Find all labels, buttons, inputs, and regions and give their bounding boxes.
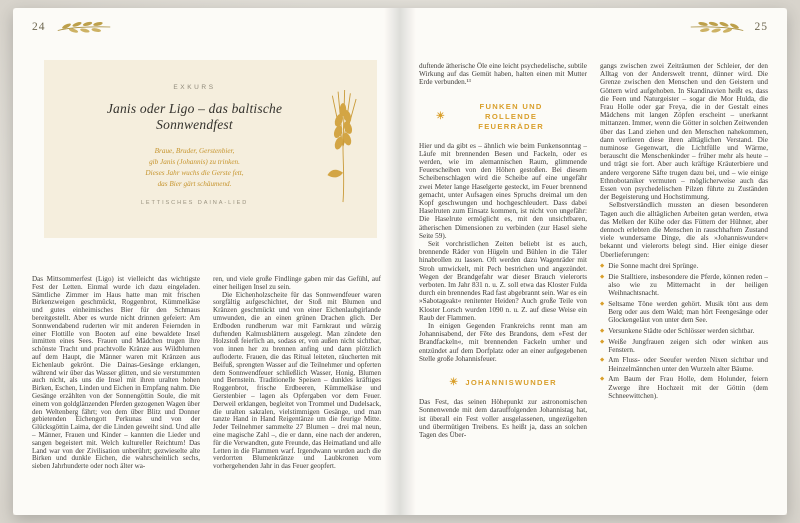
page-number-left: 24 xyxy=(32,21,46,33)
heading-johanniswunder xyxy=(423,378,583,388)
right-column-2 xyxy=(600,62,768,501)
exkurs-kicker: EXKURS xyxy=(173,84,216,91)
johanniswunder-list xyxy=(600,262,768,400)
list-item-text: Versunkene Städte oder Schlösser werden sichtbar. xyxy=(608,326,755,335)
body-paragraph: Das Fest, das seinen Höhepunkt zur astronomischen Sonnenwende mit dem darauffolgenden Johannistag hat, ist überall ein Fest voller ausgelassenen, ungezügelten und übermütigen Treibens. Es heißt ja, dass an solchen Tagen des Über- xyxy=(419,398,587,439)
list-item-text: Am Fluss- oder Seeufer werden Nixen sichtbar und Heinzelmännchen unter den Wurzeln alter Bäume. xyxy=(608,356,768,373)
right-column-1 xyxy=(419,62,587,501)
daina-quote xyxy=(82,146,307,190)
body-paragraph: Das Mittsommerfest (Ligo) ist vielleicht das wichtigste Fest der Letten. Einmal wurde ich dazu eingeladen. Sämtliche Zimmer im Haus hatte man mit frischen Birkenzweigen geschmückt, Roggenbrot, Kümmelkäse und gutes einheimisches Bier für den Schmaus bereitgestellt. Aber es wurde nicht drinnen gefeiert: Am Sonnwendabend ruderten wir mit anderen Feiernden in einer Flottille von Booten auf eine bewaldete Insel inmitten eines Sees. Frauen und Mädchen trugen ihre schönste Tracht und prachtvolle Kränze aus Wildblumen auf dem Haupt, die Männer waren mit Kränzen aus Eichenlaub gekrönt. Die Dainas-Gesänge erklangen, während wir über das Wasser glitten, und sie verstummten auch nicht, als uns die Insel mit ihren uralten hohen Birken, Eschen, Linden und Eichen in Empfang nahm. Die Gesänge erzählten von der Sonnengöttin Soule, die mit einem von goldglänzenden Pferden gezogenen Wagen über den Weltenberg fährt; von dem über Blitz und Donner gebietenden Eichengott Perkunas und von der Glücksgöttin Laima, der die Linden geweiht sind. Und alle – Männer, Frauen und Kinder – kannten die Lieder und sangen begeistert mit. Welch kultureller Reichtum! Das Land war von der Zivilisation unberührt; gezwieselte alte Birken und dunkle Eichen, die wahrscheinlich sechs, sieben Jahrhunderte oder noch älter wa- xyxy=(32,275,200,471)
heading-text: JOHANNISWUNDER xyxy=(465,378,557,388)
body-paragraph: Selbstverständlich mussten an diesen besonderen Tagen auch die alltäglichen Arbeiten getan werden, etwa das Melken der Kühe oder das Füttern der Hühner, aber dennoch erlebten die Menschen in rauschhaftem Zustand viele wundersame Dinge, die als »Johanniswunder« bekannt und vielerorts belegt sind. Hier einige dieser Überlieferungen: xyxy=(600,201,768,259)
exkurs-title: Janis oder Ligo – das baltische Sonnwendfest xyxy=(106,101,283,132)
diamond-bullet-icon: ◆ xyxy=(600,273,605,280)
page-number-right: 25 xyxy=(754,21,768,33)
page-right xyxy=(400,8,787,515)
twig-ornament-icon xyxy=(56,19,112,35)
list-item-text: Die Sonne macht drei Sprünge. xyxy=(608,261,699,270)
quote-line: Braue, Bruder, Gerstenbier, xyxy=(154,147,235,155)
list-item-text: Die Stalltiere, insbesondere die Pferde, können reden – also wie zu Mitternacht in der heiligen Weihnachtsnacht. xyxy=(608,272,768,297)
page-header-left xyxy=(32,18,381,36)
list-item-text: Am Baum der Frau Holle, dem Holunder, feiern Zwerge ihre Hochzeit mit der Göttin (dem Schneewittchen). xyxy=(608,375,768,400)
barley-ear-icon xyxy=(325,82,361,210)
list-item xyxy=(600,262,768,270)
left-body-columns xyxy=(32,276,381,501)
diamond-bullet-icon: ◆ xyxy=(600,376,605,383)
diamond-bullet-icon: ◆ xyxy=(600,357,605,364)
body-paragraph: ren, und viele große Findlinge gaben mir das Gefühl, auf einer heiligen Insel zu sein. xyxy=(213,275,381,291)
quote-line: das Bier gärt schäumend. xyxy=(157,180,232,188)
heading-funken xyxy=(423,102,583,132)
body-paragraph: Die Eichenholzscheite für das Sonnwendfeuer waren sorgfältig aufgeschichtet, der Stoß mit Blumen und Kränzen geschmückt und von einer Eichenlaubgirlande umwunden, die an einen grünen Drachen glich. Der Erdboden rundherum war mit Farnkraut und würzig duftenden Kalmusblättern ausgelegt. Man zündete den Holzstoß feierlich an, sodass er, von außen nicht sichtbar, von innen her zu brennen anfing und dann plötzlich aufloderte. Frauen, die das Ritual leiteten, räucherten mit Beifuß, sprengten Wasser auf die Teilnehmer und opferten dem Sonnwendfeuer schließlich Wasser, Honig, Blumen und Bernstein. Traditionelle Speisen – dunkles kräftiges Roggenbrot, frische Erdbeeren, Kümmelkäse und Gerstenbier – lagen als Opfergaben vor dem Feuer. Derweil erklangen, begleitet von Trommel und Dudelsack, die uralten sakralen, vielstimmigen Gesänge, und man tanzte Hand in Hand Reigentänze um die feurige Mitte. Jeder Teilnehmer sammelte 27 Blumen – drei mal neun, eine magische Zahl –, die er dann, eine nach der anderen, für die Verwandten, gute Freunde, das Heimatland und alle Letten in die Flammen warf. Irgendwann wurden auch die verdorrten Blumenkränze und Laubkronen vom vorhergehenden Jahr in das Feuer geopfert. xyxy=(213,290,381,471)
page-header-right xyxy=(419,18,768,36)
body-paragraph: duftende ätherische Öle eine leicht psychedelische, subtile Wirkung auf das Gemüt haben, halten einen mit Mutter Erde verbunden.¹³ xyxy=(419,62,587,87)
list-item-text: Weiße Jungfrauen zeigen sich oder winken aus Fenstern. xyxy=(608,337,768,354)
diamond-bullet-icon: ◆ xyxy=(600,300,605,307)
list-item xyxy=(600,375,768,400)
book-spread xyxy=(13,8,787,515)
twig-ornament-icon xyxy=(689,19,745,35)
page-left xyxy=(13,8,400,515)
left-column-2 xyxy=(213,276,381,501)
list-item xyxy=(600,338,768,354)
sun-icon: ☀ xyxy=(449,377,460,389)
diamond-bullet-icon: ◆ xyxy=(600,262,605,269)
list-item xyxy=(600,327,768,335)
left-column-1 xyxy=(32,276,200,501)
sun-icon: ☀ xyxy=(435,110,447,122)
exkurs-box xyxy=(44,60,377,238)
list-item xyxy=(600,300,768,325)
body-paragraph: Hier und da gibt es – ähnlich wie beim Funkensonntag – Läufe mit brennenden Besen und Fackeln, oder es werden, wie im alemannischen Raum, glimmende Feuerscheiben von den Höhen gestoßen. Bei diesem Scheibenschlagen wird die Scheibe auf eine ungefähr zwei Meter lange Haselgerte gesteckt, im Feuer brennend gemacht, unter Aufsagen eines Spruchs dreimal um den Kopf geschwungen und hochgeschleudert. Dass dabei Haselruten zum Einsatz kommen, ist nicht von ungefähr: Die Haselrute ermöglicht es, mit den unsichtbaren, ätherischen Dimensionen zu verbinden (zur Hasel siehe Seite 59). xyxy=(419,141,587,240)
heading-text: FUNKEN UND ROLLENDE FEUERRÄDER xyxy=(478,101,544,131)
body-paragraph: In einigen Gegenden Frankreichs rennt man am Johannisabend, der Fête des Brandons, dem »Fest der Brandfackeln«, mit brennenden Fackeln umher und entzündet auf dem Dorfplatz oder an einer aufgegebenen Stelle große Johannisfeuer. xyxy=(419,322,587,363)
quote-attribution: LETTISCHES DAINA-LIED xyxy=(140,200,249,206)
quote-line: gib Janis (Johannis) zu trinken. xyxy=(149,158,240,166)
diamond-bullet-icon: ◆ xyxy=(600,338,605,345)
body-paragraph: Seit vorchristlichen Zeiten beliebt ist es auch, brennende Räder von Hügeln und Bühlen in die Täler hinabrollen zu lassen. Oft werden dazu Wagenräder mit Stroh umwickelt, mit Pech bestrichen und angezündet. Wegen der Brandgefahr war dieser Brauch vielerorts verboten. Im Jahr 831 n. u. Z. soll etwa das Kloster Fulda durch ein brennendes Rad fast abgebrannt sein. War es ein »Sabotageakt« renitenter Heiden? Auch große Teile von Kloster Lorsch wurden 1090 n. u. Z. auf diese Weise ein Raub der Flammen. xyxy=(419,240,587,322)
list-item xyxy=(600,273,768,298)
body-paragraph: gangs zwischen zwei Zeiträumen der Schleier, der den Alltag von der Anderswelt trennt, dünner wird. Die Grenze zwischen den Menschen und den Geistern und Göttern wird aufgehoben. In Skandinavien heißt es, dass die Feen und Naturgeister – sogar die Mor Hulda, die Frau Holle oder gar Freya, die in der Gestalt eines Mädchens mit langen Zöpfen erscheint – unerkannt mittanzen. Immer, wenn die Götter in solchen Zeitwenden über das Land ziehen und den Menschen nahekommen, dann verlieren diese ihren alltäglichen Verstand. Die numinose Gegenwart, die Lichtfülle und Wärme, berauscht die Menschenkinder – früher mehr als heute – und trägt sie fort. Aber auch kräftige Kräuterbiere und andere vergorene Säfte trugen dazu bei, und – wie einige Ethnobotaniker vermuten – möglicherweise auch das Essen von psychedelischen Pilzen führte zu Zuständen der Begeisterung und Hochstimmung. xyxy=(600,62,768,202)
list-item xyxy=(600,356,768,372)
list-item-text: Seltsame Töne werden gehört. Musik tönt aus dem Berg oder aus dem Wald; man hört Feengesänge oder Glockengeläut von unter dem See. xyxy=(608,299,768,325)
diamond-bullet-icon: ◆ xyxy=(600,327,605,334)
quote-line: Dieses Jahr wuchs die Gerste fett, xyxy=(145,169,244,177)
right-body-columns xyxy=(419,62,768,501)
